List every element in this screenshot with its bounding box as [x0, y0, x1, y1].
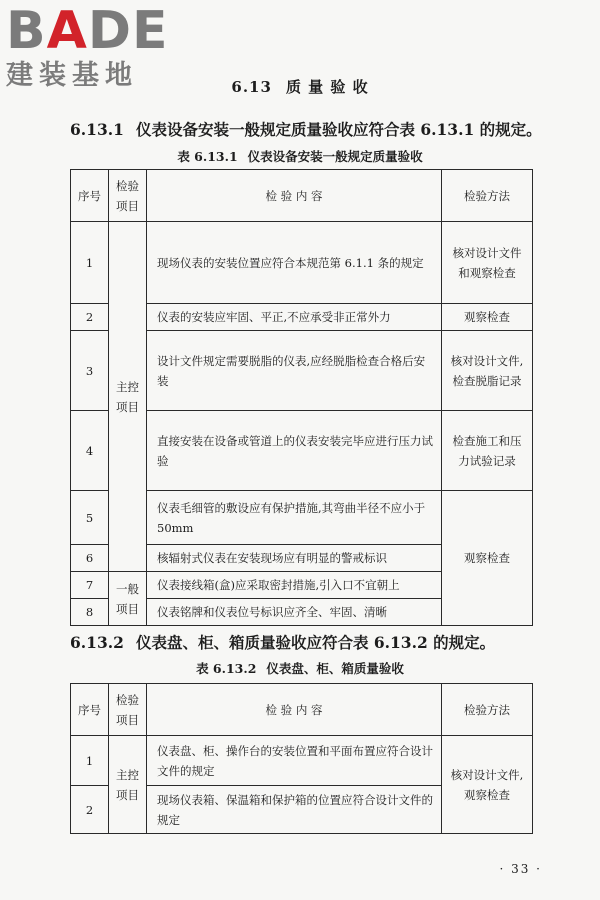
table-6-13-2	[70, 683, 533, 834]
table-header-row	[71, 684, 533, 736]
header-method: 检验方法	[442, 170, 533, 222]
header-seq: 序号	[71, 684, 109, 736]
table-caption-6-13-2: 表 6.13.2 仪表盘、柜、箱质量验收	[196, 661, 404, 676]
page-number: · 33 ·	[499, 862, 542, 876]
table-row: 4 直接安装在设备或管道上的仪表安装完毕应进行压力试验 检查施工和压力试验记录	[71, 411, 533, 491]
group-main-control: 主控项目	[109, 736, 147, 834]
clause-text: 仪表盘、柜、箱质量验收应符合表 6.13.2 的规定。	[135, 633, 496, 652]
table-row: 7 一般项目 仪表接线箱(盒)应采取密封措施,引入口不宜朝上	[71, 572, 533, 599]
table-header-row	[71, 170, 533, 222]
header-content: 检 验 内 容	[147, 170, 442, 222]
group-general: 一般项目	[109, 572, 147, 626]
section-title	[0, 76, 600, 97]
logo-wordmark: BADE	[6, 1, 169, 61]
table-row: 2 仪表的安装应牢固、平正,不应承受非正常外力 观察检查	[71, 304, 533, 331]
table-row: 5 仪表毛细管的敷设应有保护措施,其弯曲半径不应小于 50mm 观察检查	[71, 491, 533, 545]
header-method: 检验方法	[442, 684, 533, 736]
table-row: 1 主控项目 仪表盘、柜、操作台的安装位置和平面布置应符合设计文件的规定 核对设计文件,观察检查	[71, 736, 533, 786]
clause-text: 仪表设备安装一般规定质量验收应符合表 6.13.1 的规定。	[135, 120, 542, 139]
table-caption-6-13-1: 表 6.13.1 仪表设备安装一般规定质量验收	[177, 149, 423, 164]
table-row: 2 现场仪表箱、保温箱和保护箱的位置应符合设计文件的规定	[71, 786, 533, 834]
clause-6-13-2	[70, 631, 590, 653]
clause-number: 6.13.1	[70, 120, 124, 139]
header-content: 检 验 内 容	[147, 684, 442, 736]
table-row: 3 设计文件规定需要脱脂的仪表,应经脱脂检查合格后安装 核对设计文件,检查脱脂记录	[71, 331, 533, 411]
logo-subtitle: 建装基地	[6, 60, 138, 91]
header-seq: 序号	[71, 170, 109, 222]
table-row: 1 主控项目 现场仪表的安装位置应符合本规范第 6.1.1 条的规定 核对设计文件和观察检查	[71, 222, 533, 304]
table-row: 6 核辐射式仪表在安装现场应有明显的警戒标识	[71, 545, 533, 572]
section-number: 6.13	[231, 78, 272, 96]
table-6-13-1	[70, 169, 533, 626]
section-title-text: 质 量 验 收	[285, 78, 369, 96]
clause-6-13-1	[70, 118, 590, 140]
group-main-control: 主控项目	[109, 222, 147, 572]
header-item: 检验项目	[109, 170, 147, 222]
table-row: 8 仪表铭牌和仪表位号标识应齐全、牢固、清晰	[71, 599, 533, 626]
header-item: 检验项目	[109, 684, 147, 736]
clause-number: 6.13.2	[70, 633, 124, 652]
